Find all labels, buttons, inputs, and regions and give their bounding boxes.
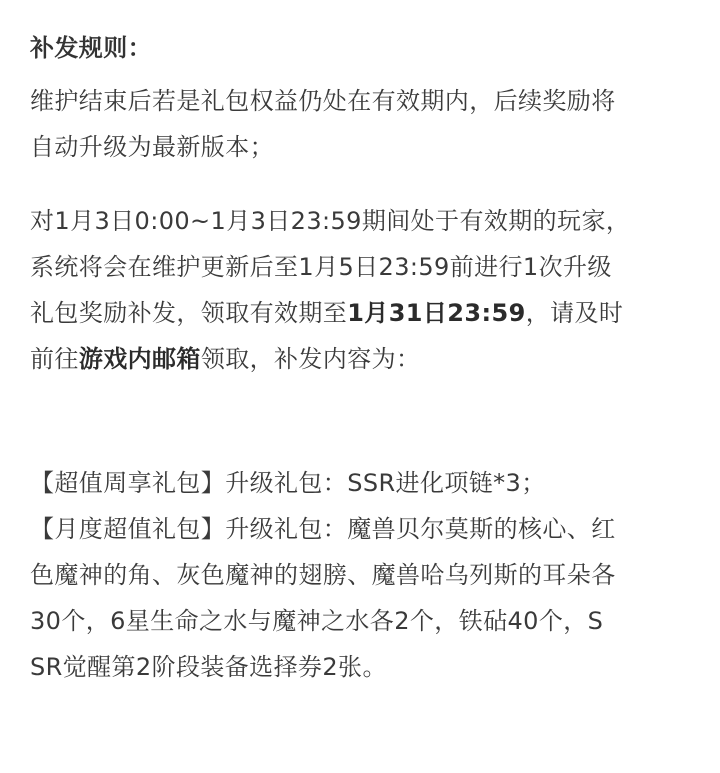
text-line: 自动升级为最新版本； xyxy=(30,133,274,161)
deadline-highlight: 1月31日23:59 xyxy=(347,299,526,327)
paragraph-spacer xyxy=(30,170,690,198)
rules-heading: 补发规则： xyxy=(30,34,152,62)
text-line: SR觉醒第2阶段装备选择券2张。 xyxy=(30,653,387,681)
text-line: 对1月3日0:00~1月3日23:59期间处于有效期的玩家， xyxy=(30,207,631,235)
text-line xyxy=(30,336,690,382)
text-segment: ，请及时 xyxy=(525,299,624,327)
text-segment: 领取，补发内容为： xyxy=(200,345,421,373)
paragraph-spacer xyxy=(30,382,690,460)
text-line: 色魔神的角、灰色魔神的翅膀、魔兽哈乌列斯的耳朵各 xyxy=(30,561,616,589)
paragraph-upgrade-notice xyxy=(30,78,690,170)
text-segment: 前往 xyxy=(30,345,79,373)
mailbox-highlight: 游戏内邮箱 xyxy=(78,345,201,373)
text-line: 维护结束后若是礼包权益仍处在有效期内，后续奖励将 xyxy=(30,87,616,115)
text-line: 【超值周享礼包】升级礼包：SSR进化项链*3； xyxy=(30,469,546,497)
paragraph-reissue-details xyxy=(30,198,690,382)
text-line: 【月度超值礼包】升级礼包：魔兽贝尔莫斯的核心、红 xyxy=(30,515,616,543)
text-line: 30个，6星生命之水与魔神之水各2个，铁砧40个，S xyxy=(30,607,604,635)
paragraph-reissue-contents xyxy=(30,460,690,690)
text-line: 系统将会在维护更新后至1月5日23:59前进行1次升级 xyxy=(30,253,612,281)
text-segment: 礼包奖励补发，领取有效期至 xyxy=(30,299,348,327)
text-line xyxy=(30,290,690,336)
